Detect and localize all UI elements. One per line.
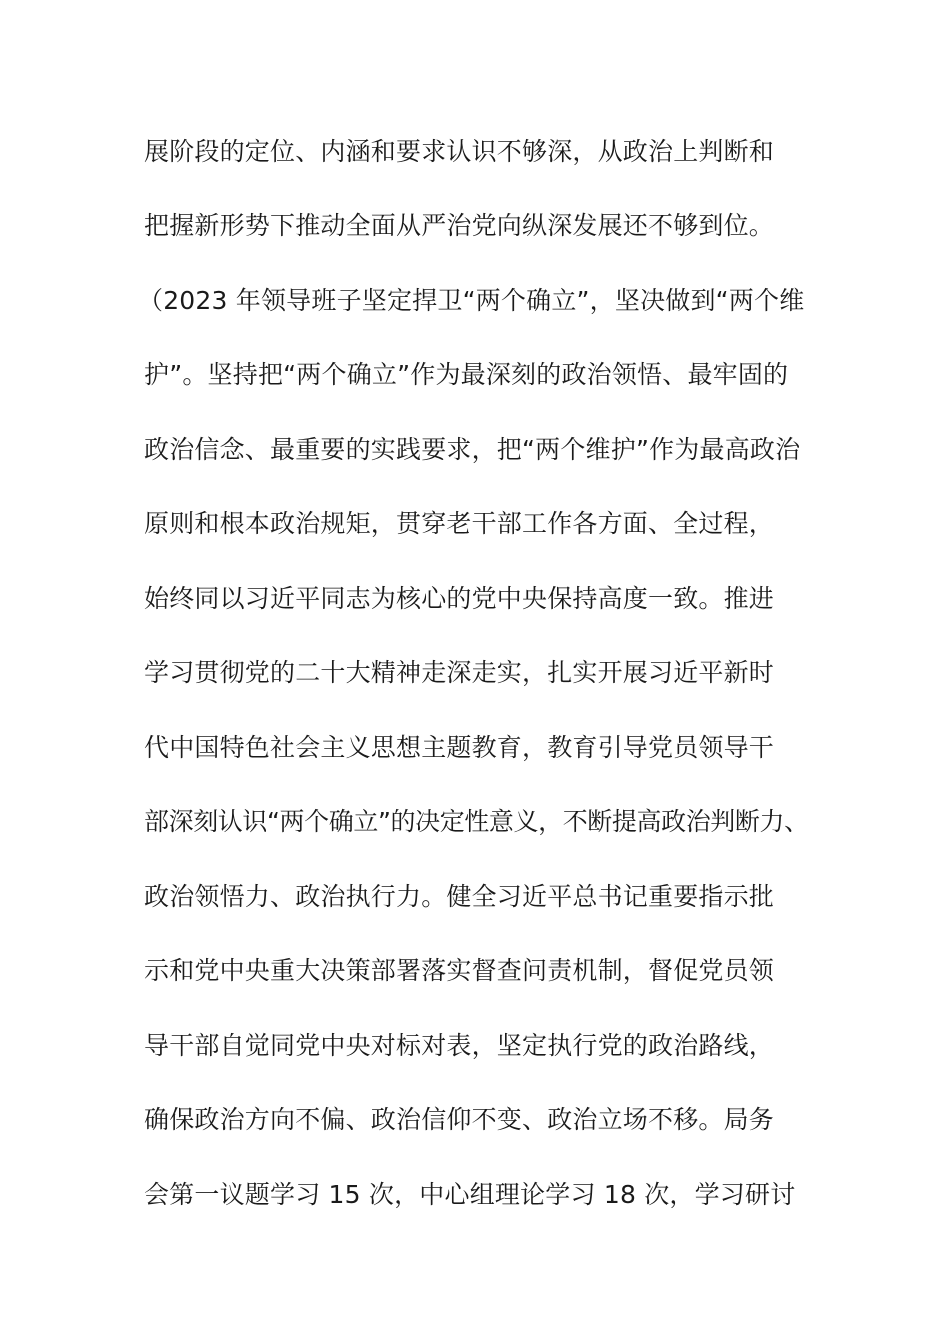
text-line: （2023 年领导班子坚定捍卫“两个确立”，坚决做到“两个维 (138, 286, 805, 315)
text-line: 确保政治方向不偏、政治信仰不变、政治立场不移。局务 (144, 1105, 775, 1134)
text-line: 始终同以习近平同志为核心的党中央保持高度一致。推进 (144, 584, 775, 613)
text-line: 导干部自觉同党中央对标对表，坚定执行党的政治路线， (144, 1031, 775, 1060)
text-line: 把握新形势下推动全面从严治党向纵深发展还不够到位。 (144, 211, 775, 240)
text-line: 学习贯彻党的二十大精神走深走实，扎实开展习近平新时 (144, 658, 775, 687)
text-line: 会第一议题学习 15 次，中心组理论学习 18 次，学习研讨 (144, 1180, 796, 1209)
text-line: 护”。坚持把“两个确立”作为最深刻的政治领悟、最牢固的 (144, 360, 789, 389)
text-line: 示和党中央重大决策部署落实督查问责机制，督促党员领 (144, 956, 775, 985)
text-line: 政治信念、最重要的实践要求，把“两个维护”作为最高政治 (144, 435, 801, 464)
text-line: 政治领悟力、政治执行力。健全习近平总书记重要指示批 (144, 882, 775, 911)
text-line: 原则和根本政治规矩，贯穿老干部工作各方面、全过程， (144, 509, 775, 538)
text-line: 代中国特色社会主义思想主题教育，教育引导党员领导干 (144, 733, 775, 762)
text-line: 展阶段的定位、内涵和要求认识不够深，从政治上判断和 (144, 137, 775, 166)
text-line: 部深刻认识“两个确立”的决定性意义，不断提高政治判断力、 (144, 807, 809, 836)
